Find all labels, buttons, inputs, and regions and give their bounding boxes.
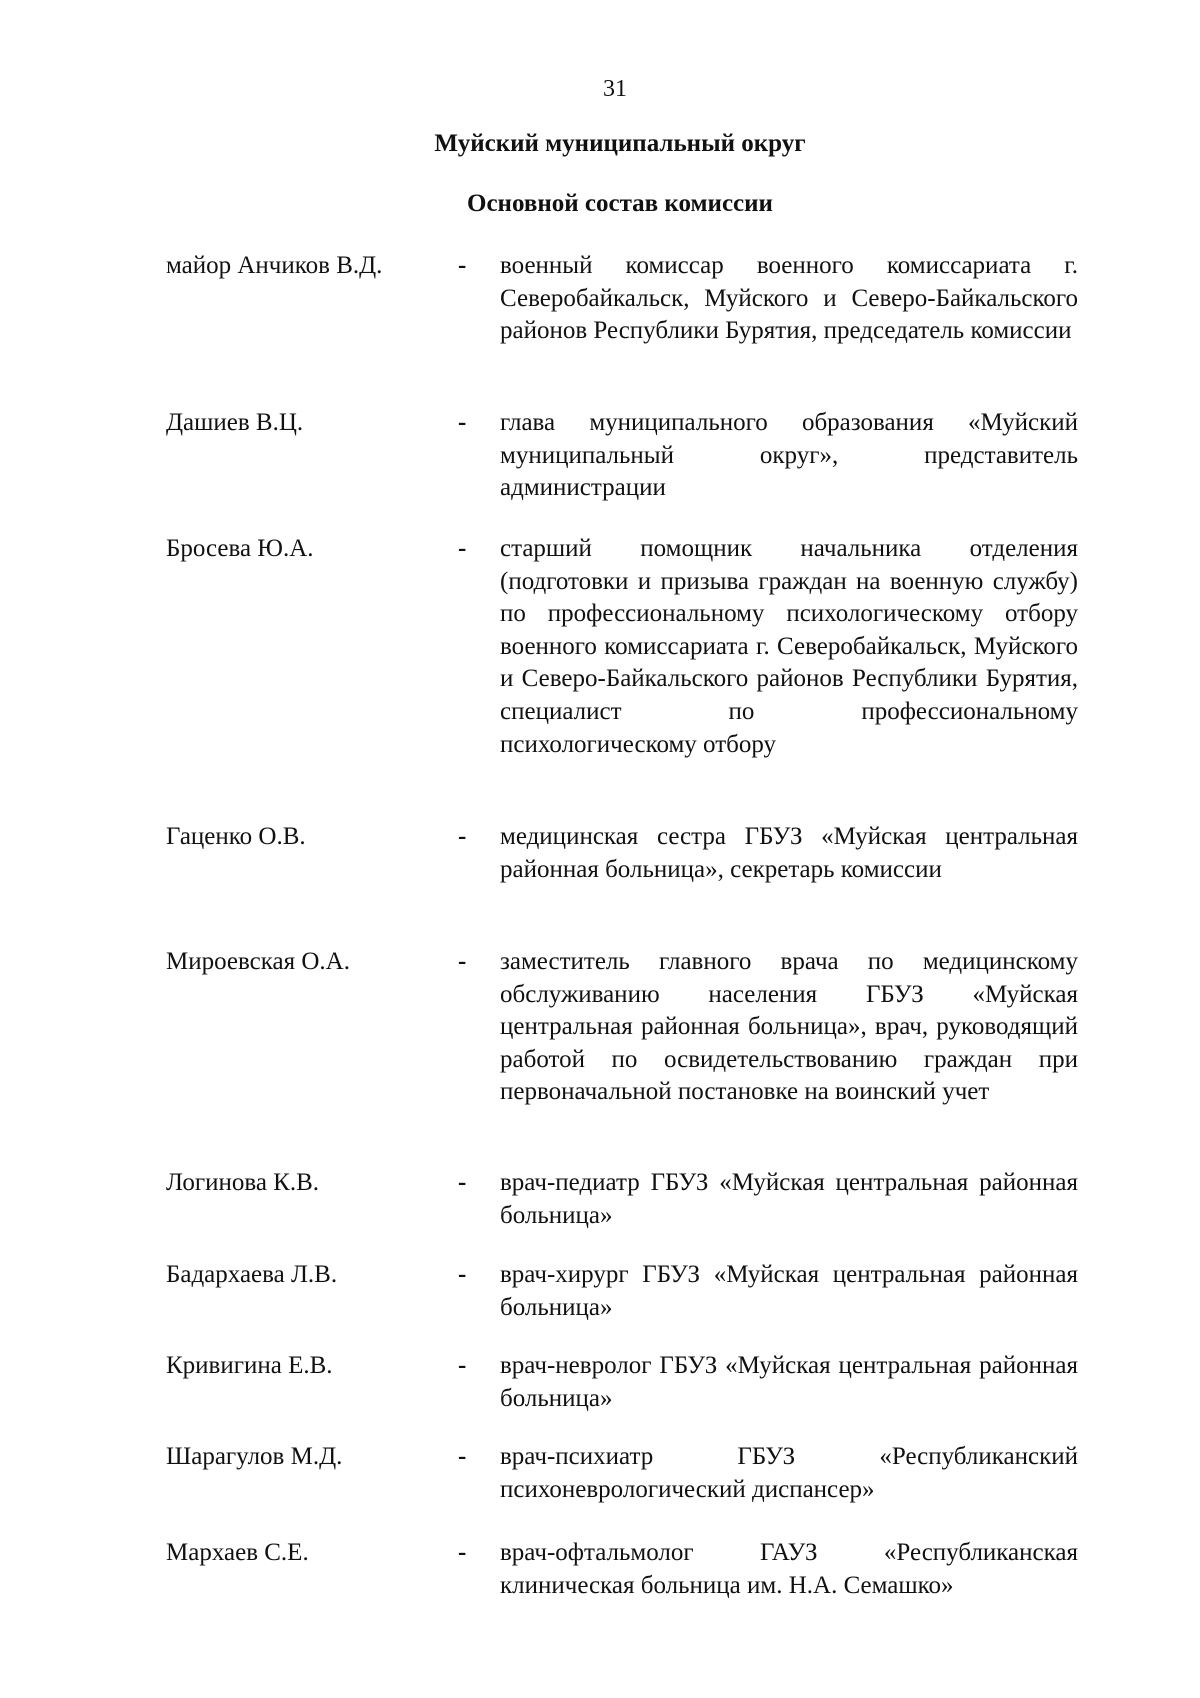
dash-separator: -	[458, 409, 467, 436]
member-role: медицинская сестра ГБУЗ «Муйская центральная районная больница», секретарь комиссии	[500, 823, 1078, 883]
member-role: врач-невролог ГБУЗ «Муйская центральная районная больница»	[500, 1352, 1078, 1412]
member-role: заместитель главного врача по медицинскому обслуживанию населения ГБУЗ «Муйская центральная районная больница», врач, руководящий работой по освидетельствованию граждан при первоначальной постановке на воинский учет	[500, 948, 1078, 1106]
dash-separator: -	[458, 1443, 467, 1470]
member-role: военный комиссар военного комиссариата г. Северобайкальск, Муйского и Северо-Байкальского районов Республики Бурятия, председатель комиссии	[500, 252, 1078, 345]
dash-separator: -	[458, 1352, 467, 1379]
dash-separator: -	[458, 948, 467, 975]
member-name: Мироевская О.А.	[166, 948, 350, 975]
district-title: Муйский муниципальный округ	[434, 130, 806, 157]
dash-separator: -	[458, 535, 467, 562]
member-name: Гаценко О.В.	[166, 823, 306, 850]
member-name: Логинова К.В.	[166, 1169, 320, 1196]
member-name: Шарагулов М.Д.	[166, 1443, 343, 1470]
dash-separator: -	[458, 1539, 467, 1566]
dash-separator: -	[458, 252, 467, 279]
commission-section-title: Основной состав комиссии	[467, 190, 773, 217]
member-role: врач-педиатр ГБУЗ «Муйская центральная районная больница»	[500, 1169, 1078, 1229]
member-role: старший помощник начальника отделения (подготовки и призыва граждан на военную службу) по профессиональному психологическому отбору военного комиссариата г. Северобайкальск, Муйского и Северо-Байкальского районов Республики Бурятия, специалист по профессиональному психологическому отбору	[500, 535, 1078, 758]
member-role: врач-психиатр ГБУЗ «Республиканский психоневрологический диспансер»	[500, 1443, 1078, 1503]
member-name: Бросева Ю.А.	[166, 535, 314, 562]
member-name: майор Анчиков В.Д.	[166, 252, 383, 279]
dash-separator: -	[458, 823, 467, 850]
member-name: Мархаев С.Е.	[166, 1539, 309, 1566]
member-name: Бадархаева Л.В.	[166, 1261, 338, 1288]
member-role: врач-хирург ГБУЗ «Муйская центральная районная больница»	[500, 1261, 1078, 1321]
dash-separator: -	[458, 1261, 467, 1288]
member-name: Дашиев В.Ц.	[166, 409, 304, 436]
page-number: 31	[603, 76, 627, 102]
member-name: Кривигина Е.В.	[166, 1352, 333, 1379]
member-role: врач-офтальмолог ГАУЗ «Республиканская клиническая больница им. Н.А. Семашко»	[500, 1539, 1078, 1599]
member-role: глава муниципального образования «Муйский муниципальный округ», представитель администрации	[500, 409, 1078, 502]
dash-separator: -	[458, 1169, 467, 1196]
